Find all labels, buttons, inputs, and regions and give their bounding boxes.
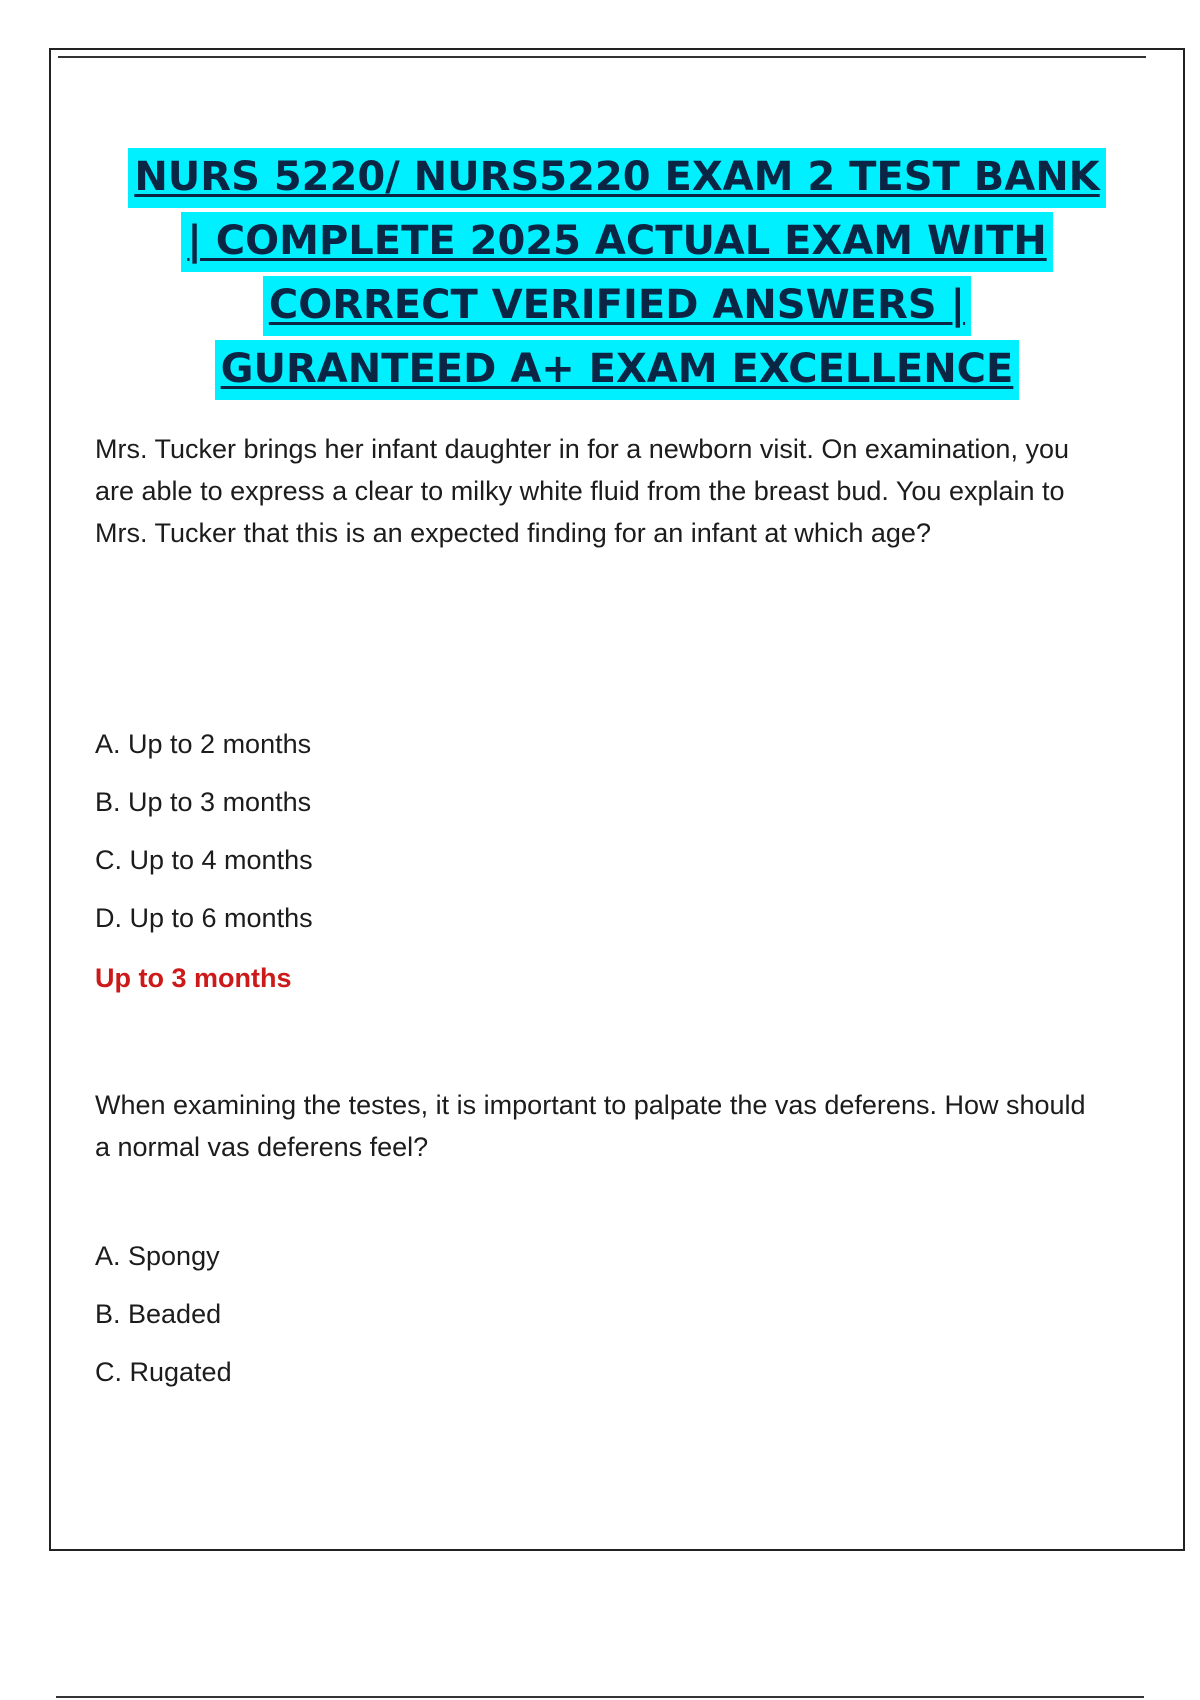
document-title [51, 148, 1183, 404]
question-2-options [95, 1241, 995, 1415]
top-rule-divider [58, 56, 1146, 58]
question-2-option-c: C. Rugated [95, 1357, 232, 1387]
question-1-option-d: D. Up to 6 months [95, 903, 313, 933]
question-2-text: When examining the testes, it is important to palpate the vas deferens. How should a normal vas deferens feel? [95, 1090, 1086, 1162]
question-1-option-b: B. Up to 3 months [95, 787, 312, 817]
question-1-answer: Up to 3 months [95, 963, 292, 993]
title-line-2: | COMPLETE 2025 ACTUAL EXAM WITH [181, 212, 1052, 272]
question-2-option-b: B. Beaded [95, 1299, 222, 1329]
title-line-3: CORRECT VERIFIED ANSWERS | [263, 276, 971, 336]
question-1-text: Mrs. Tucker brings her infant daughter in for a newborn visit. On examination, you are able to express a clear to milky white fluid from the breast bud. You explain to Mrs. Tucker that this is an expected finding for an infant at which age? [95, 434, 1069, 548]
question-1-options [95, 729, 995, 961]
bottom-rule-divider [56, 1696, 1144, 1698]
title-line-1: NURS 5220/ NURS5220 EXAM 2 TEST BANK [128, 148, 1105, 208]
title-line-4: GURANTEED A+ EXAM EXCELLENCE [215, 340, 1020, 400]
question-2-option-a: A. Spongy [95, 1241, 220, 1271]
question-1-option-c: C. Up to 4 months [95, 845, 313, 875]
question-1-option-a: A. Up to 2 months [95, 729, 312, 759]
